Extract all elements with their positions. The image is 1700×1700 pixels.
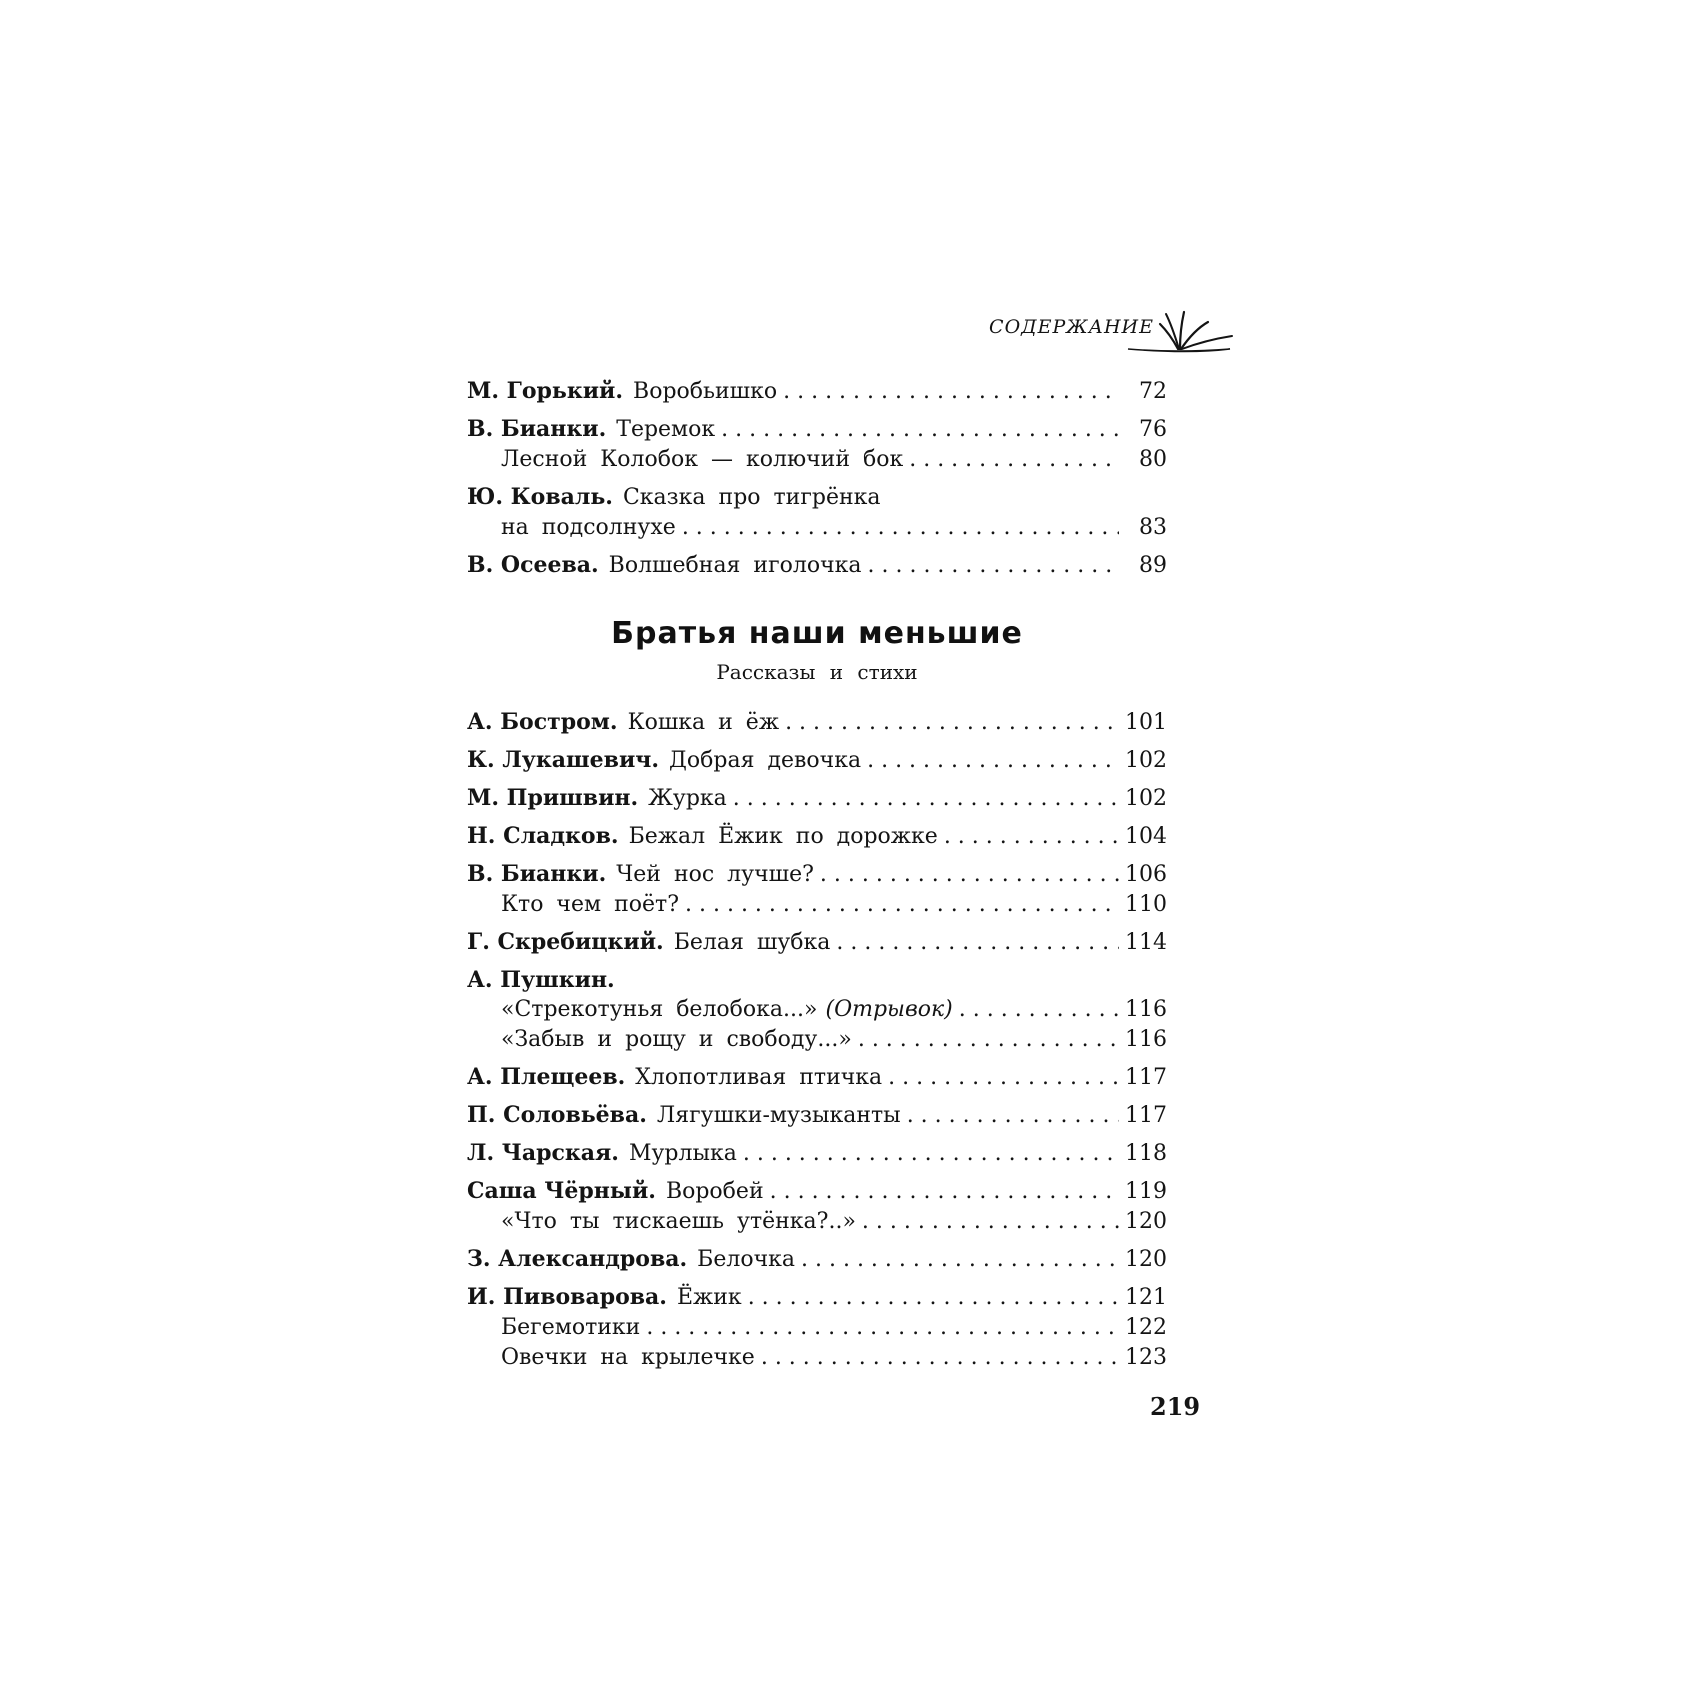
toc-page-number: 117 — [1125, 1065, 1167, 1090]
dot-leader — [836, 928, 1119, 958]
dot-leader — [888, 1063, 1119, 1093]
toc-line — [467, 890, 1167, 920]
toc-line — [467, 482, 1167, 513]
dot-leader — [820, 860, 1119, 890]
toc-entry[interactable] — [467, 376, 1167, 407]
toc-entry[interactable] — [467, 1176, 1167, 1237]
toc-line — [467, 783, 1167, 814]
toc-author: В. Бианки. — [467, 861, 607, 887]
toc-line — [467, 965, 1167, 995]
toc-page-number: 116 — [1125, 1027, 1167, 1052]
toc-title: Бежал Ёжик по дорожке — [628, 824, 938, 849]
dot-leader — [770, 1177, 1119, 1207]
toc-page-number: 114 — [1125, 930, 1167, 955]
toc-title: Сказка про тигрёнка — [622, 485, 881, 510]
toc-title: «Забыв и рощу и свободу...» — [501, 1027, 852, 1052]
toc-line — [467, 414, 1167, 445]
dot-leader — [785, 708, 1119, 738]
page-number: 219 — [1150, 1392, 1201, 1421]
toc-line — [467, 859, 1167, 890]
toc-title: Лягушки-музыканты — [656, 1103, 901, 1128]
dot-leader — [801, 1245, 1119, 1275]
toc-page-number: 116 — [1125, 997, 1167, 1022]
toc-page-number: 122 — [1125, 1315, 1167, 1340]
toc-line — [467, 927, 1167, 958]
toc-entry[interactable] — [467, 1282, 1167, 1373]
running-head — [950, 300, 1250, 360]
dot-leader — [783, 377, 1119, 407]
toc-page-number: 104 — [1125, 824, 1167, 849]
toc-line — [467, 1100, 1167, 1131]
toc-line — [467, 1207, 1167, 1237]
section-subtitle: Рассказы и стихи — [716, 660, 918, 684]
dot-leader — [682, 513, 1119, 543]
toc-entry[interactable] — [467, 783, 1167, 814]
toc-entry[interactable] — [467, 707, 1167, 738]
toc-author: В. Осеева. — [467, 552, 599, 578]
toc-title: Чей нос лучше? — [616, 862, 814, 887]
dot-leader — [959, 995, 1119, 1025]
dot-leader — [944, 822, 1119, 852]
toc-title: «Что ты тискаешь утёнка?..» — [501, 1209, 856, 1234]
toc-page-number: 110 — [1125, 892, 1167, 917]
dot-leader — [721, 415, 1119, 445]
toc-author: М. Пришвин. — [467, 785, 639, 811]
toc-title: Белочка — [697, 1247, 795, 1272]
dot-leader — [685, 890, 1119, 920]
toc-line — [467, 707, 1167, 738]
toc-title: «Стрекотунья белобока...» — [501, 997, 818, 1022]
toc-line — [467, 445, 1167, 475]
dot-leader — [909, 445, 1119, 475]
toc-author: З. Александрова. — [467, 1246, 688, 1272]
toc-line — [467, 1176, 1167, 1207]
toc-title: Волшебная иголочка — [608, 553, 862, 578]
toc-title: Теремок — [616, 417, 716, 442]
toc-entry[interactable] — [467, 550, 1167, 581]
toc-title: Ёжик — [676, 1285, 742, 1310]
toc-title: Кошка и ёж — [627, 710, 780, 735]
toc-author: А. Плещеев. — [467, 1064, 626, 1090]
toc-page-number: 83 — [1139, 515, 1167, 540]
toc-page-number: 102 — [1125, 748, 1167, 773]
dot-leader — [761, 1343, 1119, 1373]
toc-line — [467, 1313, 1167, 1343]
toc-entry[interactable] — [467, 1100, 1167, 1131]
toc-page-number: 120 — [1125, 1209, 1167, 1234]
toc-title: Журка — [648, 786, 727, 811]
dot-leader — [858, 1025, 1119, 1055]
toc-page-number: 121 — [1125, 1285, 1167, 1310]
toc-title: Бегемотики — [501, 1315, 641, 1340]
toc-line — [467, 821, 1167, 852]
dot-leader — [646, 1313, 1119, 1343]
toc-author: Ю. Коваль. — [467, 484, 613, 510]
open-book-icon — [1110, 300, 1250, 360]
toc-line — [467, 1282, 1167, 1313]
toc-list-top — [467, 376, 1167, 588]
dot-leader — [748, 1283, 1119, 1313]
toc-entry[interactable] — [467, 859, 1167, 920]
toc-author: П. Соловьёва. — [467, 1102, 647, 1128]
toc-entry[interactable] — [467, 1244, 1167, 1275]
toc-line — [467, 995, 1167, 1025]
toc-author: К. Лукашевич. — [467, 747, 660, 773]
toc-page-number: 120 — [1125, 1247, 1167, 1272]
toc-list-bottom — [467, 707, 1167, 1380]
dot-leader — [862, 1207, 1119, 1237]
dot-leader — [733, 784, 1119, 814]
toc-author: Н. Сладков. — [467, 823, 619, 849]
toc-page-number: 118 — [1125, 1141, 1167, 1166]
toc-title: Добрая девочка — [669, 748, 862, 773]
toc-page-number: 106 — [1125, 862, 1167, 887]
toc-author: М. Горький. — [467, 378, 624, 404]
dot-leader — [868, 551, 1120, 581]
toc-line — [467, 550, 1167, 581]
toc-page-number: 119 — [1125, 1179, 1167, 1204]
toc-line — [467, 1025, 1167, 1055]
toc-page-number: 76 — [1139, 417, 1167, 442]
dot-leader — [867, 746, 1119, 776]
dot-leader — [907, 1101, 1119, 1131]
toc-entry[interactable] — [467, 821, 1167, 852]
section-heading — [467, 614, 1167, 686]
toc-entry[interactable] — [467, 1062, 1167, 1093]
toc-title: Хлопотливая птичка — [635, 1065, 883, 1090]
toc-title: Белая шубка — [673, 930, 831, 955]
toc-page-number: 117 — [1125, 1103, 1167, 1128]
toc-page-number: 80 — [1139, 447, 1167, 472]
toc-note: (Отрывок) — [825, 997, 953, 1022]
running-head-title: СОДЕРЖАНИЕ — [989, 316, 1154, 338]
dot-leader — [743, 1139, 1119, 1169]
toc-page-number: 89 — [1139, 553, 1167, 578]
toc-entry[interactable] — [467, 482, 1167, 543]
toc-entry[interactable] — [467, 414, 1167, 475]
toc-title: Мурлыка — [628, 1141, 737, 1166]
toc-author: А. Бостром. — [467, 709, 618, 735]
toc-page-number: 123 — [1125, 1345, 1167, 1370]
toc-page-number: 101 — [1125, 710, 1167, 735]
toc-entry[interactable] — [467, 1138, 1167, 1169]
toc-author: Л. Чарская. — [467, 1140, 619, 1166]
toc-title: Лесной Колобок — колючий бок — [501, 447, 904, 472]
toc-line — [467, 745, 1167, 776]
toc-author: Саша Чёрный. — [467, 1178, 656, 1204]
toc-title: Кто чем поёт? — [501, 892, 679, 917]
toc-title: Воробей — [665, 1179, 764, 1204]
toc-page-number: 72 — [1139, 379, 1167, 404]
toc-title: Воробьишко — [633, 379, 778, 404]
toc-author: Г. Скребицкий. — [467, 929, 664, 955]
toc-entry[interactable] — [467, 965, 1167, 1055]
toc-title: Овечки на крылечке — [501, 1345, 755, 1370]
toc-line — [467, 1138, 1167, 1169]
toc-line — [467, 513, 1167, 543]
toc-line — [467, 1062, 1167, 1093]
toc-entry[interactable] — [467, 927, 1167, 958]
toc-line — [467, 376, 1167, 407]
toc-line — [467, 1343, 1167, 1373]
toc-author: В. Бианки. — [467, 416, 607, 442]
toc-author: А. Пушкин. — [467, 967, 615, 993]
toc-author: И. Пивоварова. — [467, 1284, 667, 1310]
toc-title: на подсолнухе — [501, 515, 676, 540]
toc-page-number: 102 — [1125, 786, 1167, 811]
toc-line — [467, 1244, 1167, 1275]
section-title: Братья наши меньшие — [611, 616, 1023, 651]
toc-entry[interactable] — [467, 745, 1167, 776]
